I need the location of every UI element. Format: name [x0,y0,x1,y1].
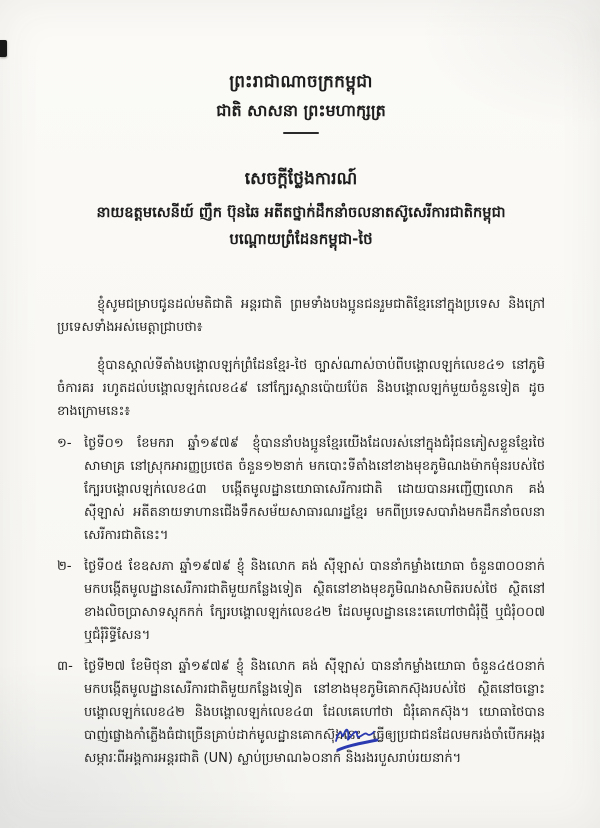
signature-initials [333,724,387,758]
scan-artifact-mark [0,40,7,57]
kingdom-motto-line1: ព្រះរាជាណាចក្រកម្ពុជា [229,72,373,92]
border-posts-paragraph: ខ្ញុំបានស្គាល់ទីតាំងបង្គោលឡក់ព្រំដែនខ្មែរ-ថៃ ច្បាស់ណាស់ចាប់ពីបង្គោលឡក់លេខ៤១ នៅភូមិចំការគរ រហូតដល់បង្គោលឡក់លេខ៤៩ នៅក្បែរស្ពានប៉ោយប៉ែត និងបង្គោលឡក់មួយចំនួនទៀត ដូចខាងក្រោមនេះ៖ [57,358,545,419]
document-title: សេចក្តីថ្លែងការណ៍ [244,169,358,189]
list-item [57,555,545,647]
list-item-number: ១- [57,436,72,451]
list-item-number: ២- [57,559,72,574]
list-item [57,432,545,547]
intro-paragraph: ខ្ញុំសូមជម្រាបជូនដល់មតិជាតិ អន្តរជាតិ ព្រមទាំងបងប្អូនជនរួមជាតិខ្មែរនៅក្នុងប្រទេស និងក្រៅប្រទេសទាំងអស់មេត្តាជ្រាបថា៖ [57,297,545,335]
header-divider [283,132,319,134]
signature-ink [336,730,377,750]
list-item-text: ថ្ងៃទី០១ ខែមករា ឆ្នាំ១៩៧៩ ខ្ញុំបាននាំបងប្អូនខ្មែរយើងដែលរស់នៅក្នុងជំរុំជនភៀសខ្លួនខ្មែរថៃសាមាគ្រ នៅស្រុកអារញ្ញប្រថេត ចំនួន១២នាក់ មកបោះទីតាំងនៅខាងមុខភូមិណងម៉ាកមុំនរបស់ថៃ ក្បែរបង្គោលឡក់លេខ៤៣ បង្កើតមូលដ្ឋានយោធាសេរីការជាតិ ដោយបានអញ្ជើញលោក គង់ ស៊ីឡាស់ អតីតនាយទាហានជើងទឹកសម័យសាធារណរដ្ឋខ្មែរ មកពីប្រទេសបារាំងមកដឹកនាំចលនាសេរីការជាតិនេះ។ [84,436,545,543]
list-item [57,655,545,770]
list-item-number: ៣- [57,659,73,674]
numbered-list [57,432,545,770]
document-subtitle-line1: នាយឧត្តមសេនីយ៍ ញឹក ប៊ុនឆៃ អតីតថ្នាក់ដឹកនាំចលនាតស៊ូសេរីការជាតិកម្ពុជា [96,204,506,221]
kingdom-motto-line2: ជាតិ សាសនា ព្រះមហាក្សត្រ [216,101,386,120]
document-subtitle-line2: បណ្ដោយព្រំដែនកម្ពុជា-ថៃ [229,230,373,248]
list-item-text: ថ្ងៃទី២៧ ខែមិថុនា ឆ្នាំ១៩៧៩ ខ្ញុំ និងលោក គង់ ស៊ីឡាស់ បាននាំកម្លាំងយោធា ចំនួន៤៥០នាក់ មកបង្កើតមូលដ្ឋានសេរីការជាតិមួយកន្លែងទៀត នៅខាងមុខភូមិគោកស៊ុងរបស់ថៃ ស្ថិតនៅចន្លោះបង្គោលឡក់លេខ៤២ និងបង្គោលឡក់លេខ៤៣ ដែលគេហៅថា ជំរុំគោកស៊ុង។ យោធាថៃបានបាញ់ផ្លោងកាំភ្លើងធំជាច្រើនគ្រាប់ដាក់មូលដ្ឋានគោកស៊ុងនេះ ធ្វើឲ្យប្រជាជនដែលមករង់ចាំបើកអង្ករ សម្ភារៈពីអង្គការអន្តរជាតិ (UN) ស្លាប់ប្រមាណ៦០នាក់ និងរងរបួសរាប់រយនាក់។ [84,659,545,766]
list-item-text: ថ្ងៃទី០៥ ខែឧសភា ឆ្នាំ១៩៧៩ ខ្ញុំ និងលោក គង់ ស៊ីឡាស់ បាននាំកម្លាំងយោធា ចំនួន៣០០នាក់ មកបង្កើតមូលដ្ឋានសេរីការជាតិមួយកន្លែងទៀត ស្ថិតនៅខាងមុខភូមិណងសាមិតរបស់ថៃ ស្ថិតនៅខាងលិចប្រាសាទស្តុកកក់ ក្បែរបង្គោលឡក់លេខ៤២ ដែលមូលដ្ឋាននេះគេហៅថាជំរុំថ្មី ឬជំរុំ០០៧ ឬជំរុំរិទ្ធីសែន។ [84,559,545,643]
